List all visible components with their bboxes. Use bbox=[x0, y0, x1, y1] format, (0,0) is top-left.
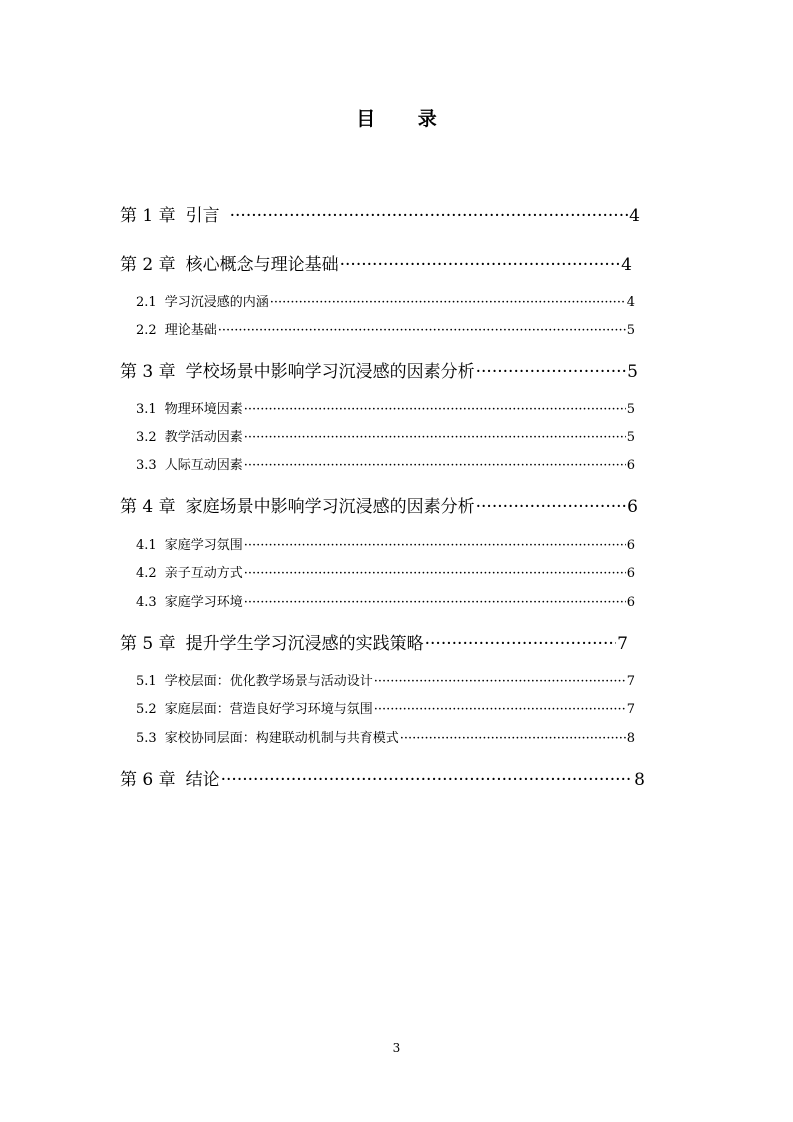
toc-section-4-2[interactable] bbox=[136, 562, 635, 581]
toc-chapter-4[interactable] bbox=[120, 492, 638, 517]
chapter-number: 第 6 章 bbox=[120, 770, 176, 790]
toc-chapter-6[interactable] bbox=[120, 765, 645, 790]
section-number: 4.2 bbox=[136, 566, 157, 581]
page-ref: 5 bbox=[627, 362, 638, 382]
chapter-number: 第 5 章 bbox=[120, 634, 176, 654]
chapter-title: 结论 bbox=[185, 770, 220, 790]
dot-leader bbox=[244, 595, 626, 610]
dot-leader bbox=[244, 566, 626, 581]
page-ref: 6 bbox=[626, 538, 635, 553]
toc-section-5-2[interactable] bbox=[136, 698, 635, 717]
chapter-title: 家庭场景中影响学习沉浸感的因素分析 bbox=[185, 497, 475, 517]
dot-leader bbox=[230, 206, 629, 226]
section-number: 2.2 bbox=[136, 323, 157, 338]
chapter-number: 第 4 章 bbox=[120, 497, 176, 517]
page-ref: 4 bbox=[621, 255, 632, 275]
chapter-number: 第 3 章 bbox=[120, 362, 176, 382]
chapter-title: 学校场景中影响学习沉浸感的因素分析 bbox=[185, 362, 475, 382]
toc-section-2-2[interactable] bbox=[136, 319, 635, 338]
section-title: 学习沉浸感的内涵 bbox=[164, 295, 269, 310]
section-title: 教学活动因素 bbox=[164, 430, 243, 445]
chapter-title: 核心概念与理论基础 bbox=[185, 255, 339, 275]
section-number: 5.2 bbox=[136, 702, 157, 717]
page-ref: 8 bbox=[626, 731, 635, 746]
toc-chapter-1[interactable] bbox=[120, 201, 640, 226]
section-number: 5.1 bbox=[136, 674, 157, 689]
dot-leader bbox=[244, 538, 626, 553]
page-ref: 6 bbox=[626, 595, 635, 610]
dot-leader bbox=[374, 702, 626, 717]
section-title: 家庭学习环境 bbox=[164, 595, 243, 610]
toc-section-3-2[interactable] bbox=[136, 426, 635, 445]
toc-section-4-3[interactable] bbox=[136, 591, 635, 610]
page-ref: 6 bbox=[626, 458, 635, 473]
dot-leader bbox=[400, 731, 626, 746]
page-ref: 4 bbox=[629, 206, 640, 226]
page-ref: 7 bbox=[626, 702, 635, 717]
section-title: 理论基础 bbox=[164, 323, 217, 338]
section-title: 家庭学习氛围 bbox=[164, 538, 243, 553]
dot-leader bbox=[476, 497, 627, 517]
dot-leader bbox=[221, 770, 634, 790]
dot-leader bbox=[244, 458, 626, 473]
dot-leader bbox=[374, 674, 626, 689]
section-title: 亲子互动方式 bbox=[164, 566, 243, 581]
page-ref: 7 bbox=[626, 674, 635, 689]
dot-leader bbox=[476, 362, 627, 382]
section-number: 4.1 bbox=[136, 538, 157, 553]
page-ref: 5 bbox=[626, 323, 635, 338]
section-title: 家校协同层面：构建联动机制与共育模式 bbox=[164, 731, 399, 746]
dot-leader bbox=[425, 634, 617, 654]
section-number: 2.1 bbox=[136, 295, 157, 310]
page-ref: 8 bbox=[634, 770, 645, 790]
section-title: 人际互动因素 bbox=[164, 458, 243, 473]
toc-chapter-3[interactable] bbox=[120, 357, 638, 382]
page-ref: 5 bbox=[626, 402, 635, 417]
toc-section-3-3[interactable] bbox=[136, 454, 635, 473]
dot-leader bbox=[340, 255, 621, 275]
chapter-number: 第 2 章 bbox=[120, 255, 176, 275]
dot-leader bbox=[244, 402, 626, 417]
page-title: 目 录 bbox=[356, 108, 455, 130]
dot-leader bbox=[244, 430, 626, 445]
section-title: 家庭层面：营造良好学习环境与氛围 bbox=[164, 702, 373, 717]
chapter-title: 引言 bbox=[185, 206, 220, 226]
section-number: 5.3 bbox=[136, 731, 157, 746]
section-number: 3.3 bbox=[136, 458, 157, 473]
dot-leader bbox=[270, 295, 626, 310]
toc-section-5-3[interactable] bbox=[136, 727, 635, 746]
toc-chapter-2[interactable] bbox=[120, 250, 632, 275]
toc-section-3-1[interactable] bbox=[136, 398, 635, 417]
page-ref: 6 bbox=[626, 566, 635, 581]
dot-leader bbox=[218, 323, 626, 338]
toc-section-2-1[interactable] bbox=[136, 291, 635, 310]
section-title: 物理环境因素 bbox=[164, 402, 243, 417]
section-number: 3.1 bbox=[136, 402, 157, 417]
page-ref: 4 bbox=[626, 295, 635, 310]
toc-section-5-1[interactable] bbox=[136, 670, 635, 689]
toc-section-4-1[interactable] bbox=[136, 534, 635, 553]
page-ref: 7 bbox=[617, 634, 628, 654]
page-number: 3 bbox=[392, 1041, 401, 1055]
page-ref: 6 bbox=[627, 497, 638, 517]
section-number: 3.2 bbox=[136, 430, 157, 445]
page-ref: 5 bbox=[626, 430, 635, 445]
toc-chapter-5[interactable] bbox=[120, 629, 628, 654]
chapter-number: 第 1 章 bbox=[120, 206, 176, 226]
section-title: 学校层面：优化教学场景与活动设计 bbox=[164, 674, 373, 689]
section-number: 4.3 bbox=[136, 595, 157, 610]
chapter-title: 提升学生学习沉浸感的实践策略 bbox=[185, 634, 424, 654]
